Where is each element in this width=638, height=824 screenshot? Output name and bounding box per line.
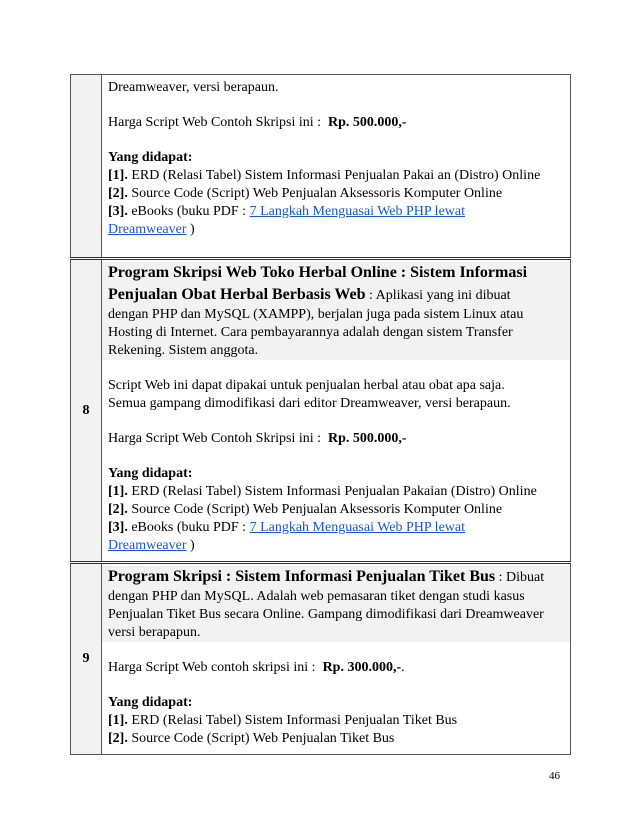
product-title-line2: [108, 284, 564, 306]
included-label: Yang didapat:: [108, 466, 193, 481]
item-text: Source Code (Script) Web Penjualan Aksessoris Komputer Online: [127, 186, 503, 201]
list-item: [108, 185, 564, 203]
included-label: Yang didapat:: [108, 695, 193, 710]
title-tail-text: : Aplikasi yang ini dibuat: [365, 288, 511, 303]
list-item: [108, 730, 564, 748]
list-item: [108, 712, 564, 730]
list-item: [108, 167, 564, 185]
item-text-tail: ): [186, 222, 195, 237]
price-line: [108, 114, 564, 132]
product-title-block: [102, 566, 570, 588]
list-item: [108, 501, 564, 519]
item-text: eBooks (buku PDF :: [127, 520, 250, 535]
table-row: [71, 563, 571, 755]
table-row: [71, 259, 571, 563]
list-item: [108, 483, 564, 501]
row-content-cell: [102, 75, 571, 259]
row-content-cell: [102, 259, 571, 563]
item-text: ERD (Relasi Tabel) Sistem Informasi Penjualan Tiket Bus: [127, 713, 458, 728]
description-block: [102, 588, 570, 642]
product-title-line: [108, 566, 564, 588]
ebook-link-continued[interactable]: Dreamweaver: [108, 222, 187, 237]
product-title: Program Skripsi : Sistem Informasi Penjualan Tiket Bus: [108, 568, 496, 585]
description-text: dengan PHP dan MySQL. Adalah web pemasaran tiket dengan studi kasus: [108, 589, 525, 604]
description-text: versi berapapun.: [108, 625, 201, 640]
price-value: Rp. 300.000,-: [322, 660, 402, 675]
table-row: [71, 75, 571, 259]
ebook-link-continued[interactable]: Dreamweaver: [108, 538, 187, 553]
description-text: Hosting di Internet. Cara pembayarannya adalah dengan sistem Transfer: [108, 325, 513, 340]
item-number: [2].: [108, 502, 128, 517]
item-text: Source Code (Script) Web Penjualan Tiket Bus: [127, 731, 395, 746]
list-item-continued: [108, 537, 564, 555]
description-block: [102, 306, 570, 360]
title-tail-text: : Dibuat: [495, 570, 545, 585]
item-text: ERD (Relasi Tabel) Sistem Informasi Penjualan Pakaian (Distro) Online: [127, 484, 537, 499]
price-value: Rp. 500.000,-: [328, 431, 407, 446]
price-label: Harga Script Web contoh skripsi ini :: [108, 660, 316, 675]
row-number-cell: [71, 75, 102, 259]
price-value: Rp. 500.000,-: [328, 115, 407, 130]
price-label: Harga Script Web Contoh Skripsi ini :: [108, 431, 322, 446]
price-tail: .: [401, 660, 405, 675]
item-number: [1].: [108, 168, 128, 183]
page-number: 46: [549, 770, 560, 782]
included-label: Yang didapat:: [108, 150, 193, 165]
description-text: Semua gampang dimodifikasi dari editor Dreamweaver, versi berapaun.: [108, 396, 511, 411]
description-text: Penjualan Tiket Bus secara Online. Gampang dimodifikasi dari Dreamweaver: [108, 607, 544, 622]
price-line: [108, 659, 564, 677]
product-title: Program Skripsi Web Toko Herbal Online : Sistem Informasi: [108, 264, 528, 281]
description-text: dengan PHP dan MySQL (XAMPP), berjalan juga pada sistem Linux atau: [108, 307, 524, 322]
row-number-cell: 8: [71, 259, 102, 563]
description-text: Rekening. Sistem anggota.: [108, 343, 259, 358]
product-title-cont: Penjualan Obat Herbal Berbasis Web: [108, 286, 366, 303]
item-text-tail: ): [186, 538, 195, 553]
item-text: ERD (Relasi Tabel) Sistem Informasi Penjualan Pakai an (Distro) Online: [127, 168, 541, 183]
price-line: [108, 430, 564, 448]
price-label: Harga Script Web Contoh Skripsi ini :: [108, 115, 322, 130]
list-item: [108, 519, 564, 537]
description-text: Script Web ini dapat dipakai untuk penjualan herbal atau obat apa saja.: [108, 378, 505, 393]
list-item-continued: [108, 221, 564, 239]
item-text: Source Code (Script) Web Penjualan Aksessoris Komputer Online: [127, 502, 503, 517]
item-number: [2].: [108, 731, 128, 746]
item-number: [1].: [108, 484, 128, 499]
ebook-link[interactable]: 7 Langkah Menguasai Web PHP lewat: [249, 204, 466, 219]
row-number-cell: 9: [71, 563, 102, 755]
description-text: Dreamweaver, versi berapaun.: [108, 80, 279, 95]
list-item: [108, 203, 564, 221]
product-table: [70, 74, 571, 755]
product-title-block: [102, 262, 570, 306]
item-text: eBooks (buku PDF :: [127, 204, 250, 219]
item-number: [1].: [108, 713, 128, 728]
item-number: [3].: [108, 204, 128, 219]
item-number: [3].: [108, 520, 128, 535]
ebook-link[interactable]: 7 Langkah Menguasai Web PHP lewat: [249, 520, 466, 535]
row-content-cell: [102, 563, 571, 755]
item-number: [2].: [108, 186, 128, 201]
